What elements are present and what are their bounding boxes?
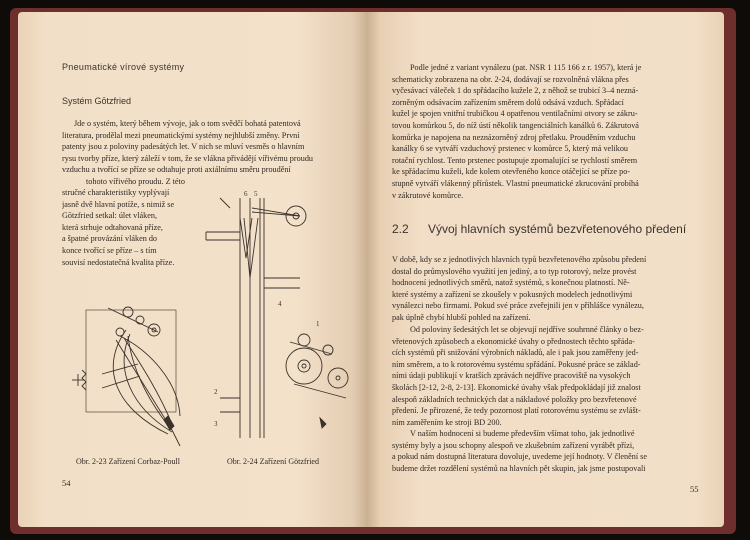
text-line: stupně vytváří vlákenný přírůstek. Vlastní pneumatické zkrucování probíhá: [392, 178, 639, 188]
text-line: alespoň základních technických dat a nákladové položky pro bezvřetenové: [392, 394, 637, 404]
text-line: Od poloviny šedesátých let se objevují nejdříve souhrnné články o bez-: [410, 325, 644, 334]
text-line: které systémy a zařízení se zkoušely v pokusných modelech jednotlivými: [392, 289, 633, 299]
text-line: Gōtzfried setkal: úlet vláken,: [62, 211, 158, 221]
text-line: cích systémů při snižování výrobních nákladů, ale i pak jsou zaměřeny jed-: [392, 348, 639, 358]
figure-label: 3: [214, 420, 218, 428]
text-line: tohoto vířivého proudu. Z této: [86, 176, 185, 186]
text-line: patenty jsou z poloviny padesátých let. V nich se mluví vesměs o hlavním: [62, 142, 305, 152]
text-line: vřetenových způsobech a ekonomické úvahy o přednostech těchto spřáda-: [392, 336, 635, 346]
text-line: literatura, prodělal mezi pneumatickými systémy nejhlubší změny. První: [62, 130, 300, 140]
text-line: komůrka je napojena na neznázorněný zdroj přetlaku. Prouděním vzduchu: [392, 132, 636, 142]
text-line: V době, kdy se z jednotlivých hlavních typů bezvřetenového způsobu předení: [392, 255, 647, 264]
page-number-left: 54: [62, 478, 71, 488]
section-number: 2.2: [392, 222, 409, 236]
text-line: V naším hodnocení si budeme především všímat toho, jak jednotlivé: [410, 429, 635, 438]
page-number-right: 55: [690, 484, 699, 494]
text-line: systémy byly a jsou schopny alespoň ve zkušebním zařízení vyrábět přízi,: [392, 440, 635, 450]
figure-label: 6: [244, 190, 248, 198]
text-line: Jde o systém, který během vývoje, jak o tom svědčí bohatá patentová: [74, 119, 301, 128]
text-line: konce tvořící se příze – s tím: [62, 245, 157, 255]
text-line: ním směrem, a to k rotorovému systému spřádání. Pokusné práce se základ-: [392, 359, 641, 369]
text-line: ními údaji publikují v kratších zprávách nejdříve pracoviště na vysokých: [392, 371, 631, 381]
text-line: ke spřádacímu kuželi, kde kolem otevřeného konce otáčející se příze po-: [392, 167, 631, 177]
text-line: souvisí nedostatečná kvalita příze.: [62, 257, 175, 267]
text-line: stručné charakteristiky vyplývají: [62, 188, 170, 197]
figure-gotzfried: [200, 188, 360, 448]
text-line: budeme držet rozdělení systémů na hlavních pět skupin, jak jsme postupovali: [392, 463, 646, 473]
section-title-gotzfried: Systém Gōtzfried: [62, 96, 132, 106]
right-paragraph-3: [392, 324, 704, 428]
text-line: Podle jedné z variant vynálezu (pat. NSR 1 115 166 z r. 1957), která je: [410, 63, 642, 72]
left-paragraph-1: [62, 118, 348, 188]
text-line: ním zaměřením ke stroji BD 200.: [392, 417, 502, 427]
text-line: hodnocení jednotlivých směrů, natož systémů, s konečnou platností. Ně-: [392, 278, 630, 288]
text-line: školách [2-12, 2-8, 2-13]. Ekonomické úvahy však předpokládají již znalost: [392, 382, 641, 392]
text-line: vzduchu a tvořící se příze se odtahuje proti axiálnímu směru proudění: [62, 165, 291, 175]
text-line: jasně dvě hlavní potíže, s nimiž se: [62, 199, 175, 209]
text-line: rotační rychlost. Tento prstenec postupuje zpomalující se rychlostí směrem: [392, 155, 638, 165]
text-line: pak úplně chybí hlubší pohled na zařízení.: [392, 312, 531, 322]
text-line: vynálezci nebo firmami. Pokud své práce zveřejnili jen v příhlášce vynálezu,: [392, 301, 644, 311]
text-line: a špatné provázání vláken do: [62, 234, 158, 244]
section-heading: Vývoj hlavních systémů bezvřetenového předení: [428, 222, 687, 236]
text-line: tovou komůrkou 5, do níž ústí několik tangenciálních kanálků 6. Zákrutová: [392, 120, 639, 130]
figure-corbaz-poull: [68, 290, 198, 450]
text-line: zorněným odsávacím zařízením směrem dolů odsává vzduch. Spřádací: [392, 97, 624, 107]
text-line: vyčesávací váleček 1 do spřádacího kužele 2, z něhož se trubicí 3–4 nezná-: [392, 86, 639, 96]
running-head: Pneumatické vírové systémy: [62, 62, 185, 72]
figure-label: 1: [316, 320, 320, 328]
text-line: kanálky 6 se vytváří vzduchový prstenec v komůrce 5, který má velikou: [392, 144, 629, 154]
text-line: a pokud nám dostupná literatura dovoluje, uvedeme její hodnoty. V členění se: [392, 452, 647, 462]
caption-figure-2-24: Obr. 2-24 Zařízení Götzfried: [227, 457, 319, 466]
right-paragraph-2: [392, 254, 704, 324]
caption-figure-2-23: Obr. 2-23 Zařízení Corbaz-Poull: [76, 457, 180, 466]
figure-label: 2: [214, 388, 218, 396]
text-line: schematicky zobrazena na obr. 2-24, dodávají se rozvolněná vlákna přes: [392, 74, 629, 84]
figure-label: 5: [254, 190, 258, 198]
text-line: předení. Je přirozené, že tedy pozornost platí rotorovému systému se zvlášt-: [392, 406, 641, 416]
right-paragraph-1: [392, 62, 704, 201]
text-line: která strhuje odtahovaná příze,: [62, 222, 163, 232]
left-paragraph-2: [62, 187, 192, 268]
text-line: rysu tvorby příze, který záleží v tom, že se vlákna přivádějí vířivému proudu: [62, 153, 314, 163]
text-line: v zákrutové komůrce.: [392, 190, 464, 200]
figure-label: 4: [278, 300, 282, 308]
text-line: kužel je spojen vnitřní trubičkou 4 opatřenou ventilačními otvory se zákru-: [392, 109, 638, 119]
text-line: dostal do průmyslového využití jen jediný, a to typ rotorový, nelze provést: [392, 266, 637, 276]
right-paragraph-4: [392, 428, 704, 474]
